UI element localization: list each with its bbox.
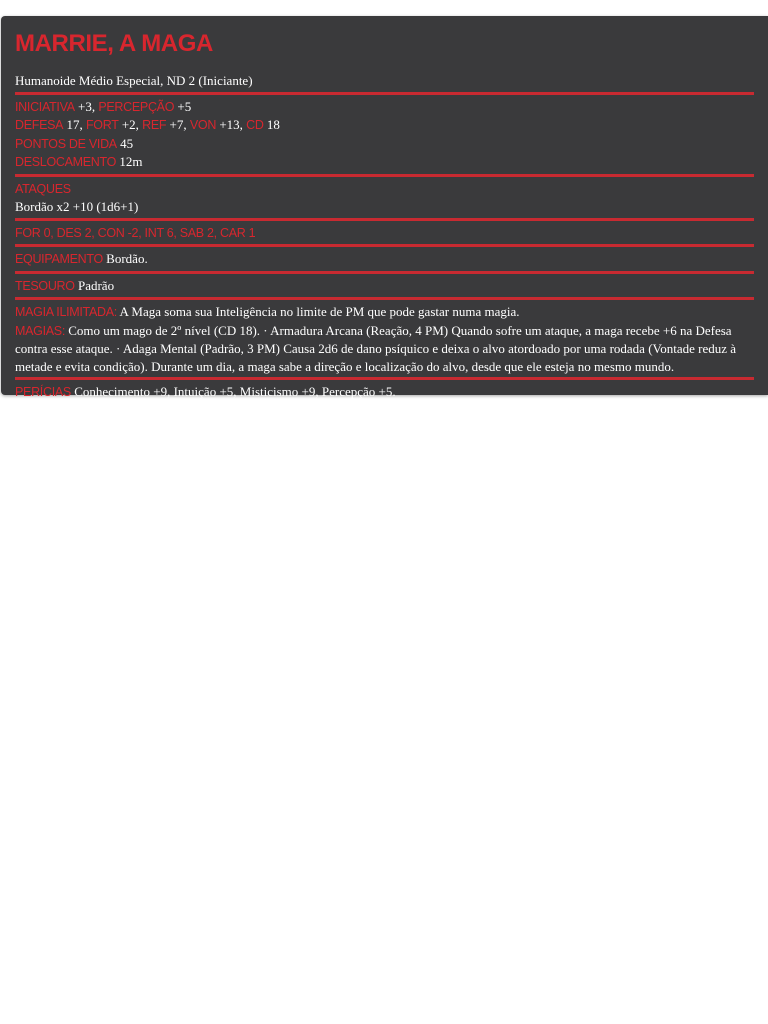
cd-value: 18 <box>266 117 280 132</box>
section-divider <box>15 297 754 300</box>
attributes-text: FOR 0, DES 2, CON -2, INT 6, SAB 2, CAR 1 <box>15 225 256 240</box>
skills-row <box>15 383 754 402</box>
section-divider <box>15 244 754 247</box>
skills-text: Conhecimento +9, Intuição +5, Misticismo +9, Percepção +5. <box>74 384 396 399</box>
equipment-row <box>15 250 754 269</box>
section-divider <box>15 92 754 95</box>
fort-label: FORT <box>85 118 119 132</box>
hit-points-label: PONTOS DE VIDA <box>15 136 117 151</box>
attacks-text: Bordão x2 +10 (1d6+1) <box>15 199 139 214</box>
unlimited-magic-row <box>15 303 754 322</box>
stat-block-card <box>1 16 768 399</box>
section-divider <box>15 377 754 380</box>
equipment-text: Bordão. <box>106 251 148 266</box>
creature-name: MARRIE, A MAGA <box>15 30 213 57</box>
spells-row <box>15 322 754 376</box>
spells-text: Como um mago de 2º nível (CD 18). · Armadura Arcana (Reação, 4 PM) Quando sofre um ataque, a maga recebe +6 na Defesa contra esse ataque. · Adaga Mental (Padrão, 3 PM) Causa 2d6 de dano psíquico e deixa o alvo atordoado por uma rodada (Vontade reduz à metade e evita condição). Durante um dia, a maga sabe a direção e localização do alvo, desde que ele esteja no mesmo mundo. <box>15 322 737 374</box>
perception-value: +5 <box>177 98 192 114</box>
speed-label: DESLOCAMENTO <box>15 155 117 169</box>
ref-label: REF <box>142 118 167 132</box>
speed-row <box>15 153 754 172</box>
section-divider <box>15 174 754 177</box>
treasure-row <box>15 277 754 296</box>
initiative-value: +3, <box>78 98 96 114</box>
defense-row <box>15 116 754 135</box>
initiative-label: INICIATIVA <box>15 99 75 114</box>
hit-points-value: 45 <box>120 135 134 151</box>
section-divider <box>15 218 754 221</box>
unlimited-magic-text: A Maga soma sua Inteligência no limite de PM que pode gastar numa magia. <box>119 304 520 319</box>
treasure-text: Padrão <box>77 277 115 293</box>
hit-points-row <box>15 135 754 154</box>
speed-value: 12m <box>119 154 143 169</box>
spells-label: MAGIAS: <box>15 323 65 338</box>
perception-label: PERCEPÇÃO <box>98 99 175 114</box>
section-divider <box>15 271 754 274</box>
creature-type-line: Humanoide Médio Especial, ND 2 (Iniciante) <box>15 73 253 88</box>
ref-value: +7, <box>169 117 187 132</box>
defense-label: DEFESA <box>15 118 64 132</box>
fort-value: +2, <box>121 117 139 132</box>
initiative-perception-row <box>15 98 754 117</box>
cd-label: CD <box>246 118 264 132</box>
attacks-heading <box>15 180 754 199</box>
defense-value: 17, <box>66 117 83 132</box>
von-label: VON <box>189 118 217 132</box>
unlimited-magic-label: MAGIA ILIMITADA: <box>15 305 117 319</box>
treasure-label: TESOURO <box>15 278 75 293</box>
equipment-label: EQUIPAMENTO <box>15 252 103 266</box>
attributes-row <box>15 224 754 243</box>
attacks-label: ATAQUES <box>15 181 71 196</box>
skills-label: PERÍCIAS <box>15 385 71 399</box>
von-value: +13, <box>219 117 243 132</box>
